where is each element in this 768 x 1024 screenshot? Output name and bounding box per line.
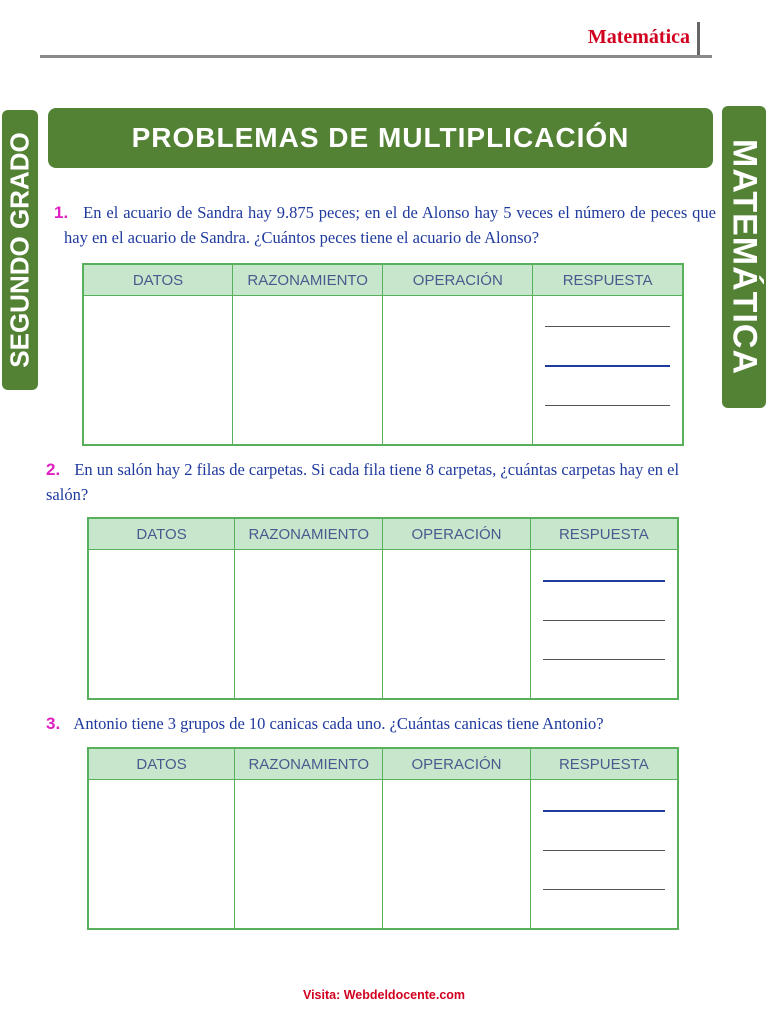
cell-datos[interactable]: [83, 296, 233, 446]
col-operacion: OPERACIÓN: [383, 518, 530, 550]
cell-operacion[interactable]: [383, 780, 530, 930]
cell-datos[interactable]: [88, 780, 235, 930]
answer-line[interactable]: [543, 810, 665, 812]
work-table-2: [87, 517, 679, 700]
col-datos: DATOS: [88, 518, 235, 550]
header-divider: [697, 22, 700, 56]
problem-number: 2.: [46, 460, 61, 479]
grade-label: SEGUNDO GRADO: [4, 132, 35, 368]
answer-line[interactable]: [545, 405, 670, 406]
answer-line[interactable]: [543, 850, 665, 851]
answer-line[interactable]: [543, 659, 665, 660]
col-datos: DATOS: [83, 264, 233, 296]
problem-text: En el acuario de Sandra hay 9.875 peces; en el de Alonso hay 5 veces el número de peces que hay en el acuario de Sandra. ¿Cuántos peces tiene el acuario de Alonso?: [64, 203, 717, 247]
answer-line[interactable]: [543, 620, 665, 621]
col-razonamiento: RAZONAMIENTO: [233, 264, 383, 296]
col-operacion: OPERACIÓN: [383, 264, 533, 296]
col-respuesta: RESPUESTA: [530, 518, 678, 550]
cell-razonamiento[interactable]: [235, 780, 383, 930]
col-respuesta: RESPUESTA: [530, 748, 678, 780]
cell-datos[interactable]: [88, 550, 235, 700]
col-razonamiento: RAZONAMIENTO: [235, 518, 383, 550]
page-title-banner: [48, 108, 713, 168]
problem-text: En un salón hay 2 filas de carpetas. Si cada fila tiene 8 carpetas, ¿cuántas carpetas hay en el salón?: [46, 460, 680, 504]
cell-operacion[interactable]: [383, 550, 530, 700]
problem-text: Antonio tiene 3 grupos de 10 canicas cada uno. ¿Cuántas canicas tiene Antonio?: [73, 714, 604, 733]
subject-title: Matemática: [587, 26, 690, 48]
cell-respuesta[interactable]: [533, 296, 683, 446]
cell-operacion[interactable]: [383, 296, 533, 446]
problem-2: [46, 457, 722, 507]
cell-razonamiento[interactable]: [235, 550, 383, 700]
grade-side-label: [2, 110, 38, 390]
footer-link[interactable]: Visita: Webdeldocente.com: [302, 988, 466, 1002]
problem-number: 1.: [54, 203, 69, 222]
problem-number: 3.: [46, 714, 61, 733]
answer-line[interactable]: [543, 580, 665, 582]
problem-3: [46, 711, 722, 736]
answer-line[interactable]: [543, 889, 665, 890]
subject-side-text: MATEMÁTICA: [725, 139, 764, 375]
problem-1: [54, 200, 717, 250]
cell-respuesta[interactable]: [530, 550, 678, 700]
subject-side-label: [722, 106, 766, 408]
answer-line[interactable]: [545, 326, 670, 327]
cell-respuesta[interactable]: [530, 780, 678, 930]
header-line: [40, 55, 712, 58]
work-table-3: [87, 747, 679, 930]
col-datos: DATOS: [88, 748, 235, 780]
answer-line[interactable]: [545, 365, 670, 367]
col-respuesta: RESPUESTA: [533, 264, 683, 296]
cell-razonamiento[interactable]: [233, 296, 383, 446]
page-title: PROBLEMAS DE MULTIPLICACIÓN: [131, 122, 630, 153]
work-table-1: [82, 263, 684, 446]
col-operacion: OPERACIÓN: [383, 748, 530, 780]
col-razonamiento: RAZONAMIENTO: [235, 748, 383, 780]
